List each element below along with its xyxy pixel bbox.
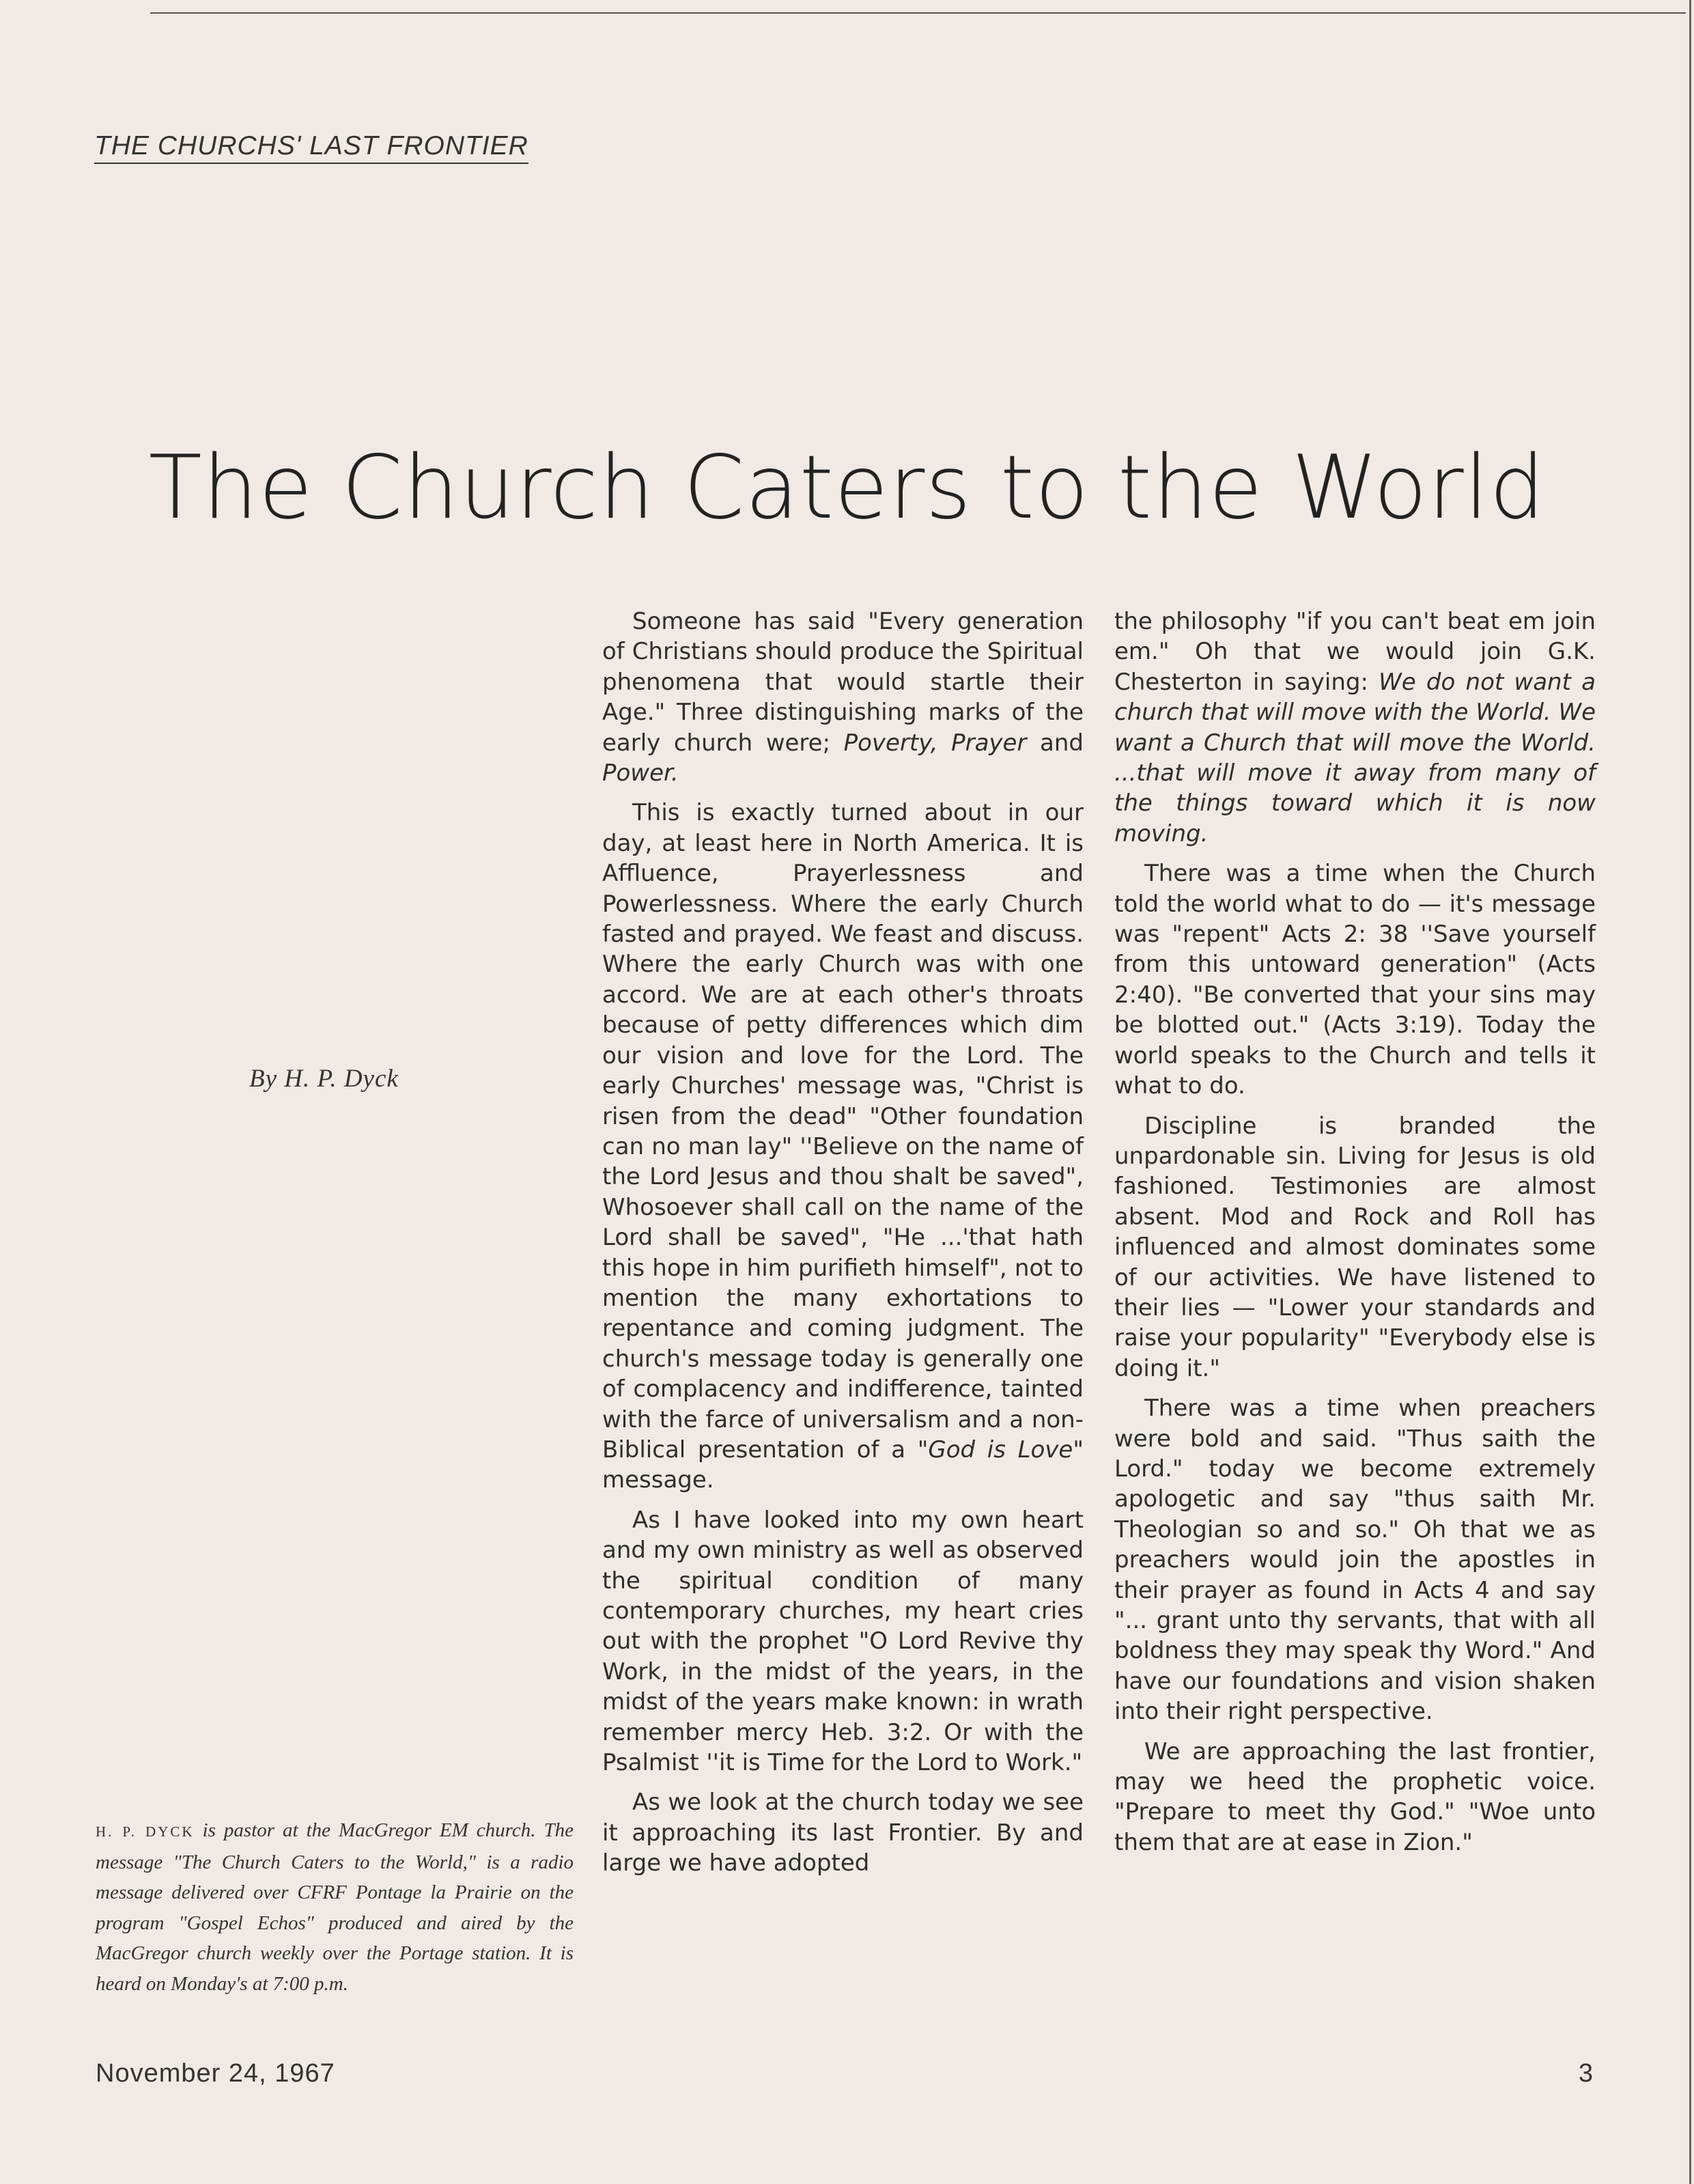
- article-column-2: [1114, 606, 1596, 1867]
- italic-run: Power.: [602, 759, 679, 787]
- paragraph: There was a time when the Church told the world what to do — it's message was "repent" Acts 2: 38 ''Save yourself from this untoward generation" (Acts 2:40). "Be converted that your sins may be blotted out." (Acts 3:19). Today the world speaks to the Church and tells it what to do.: [1114, 860, 1596, 1100]
- author-bio-text: is pastor at the MacGregor EM church. The message "The Church Caters to the World," is a radio message delivered over CFRF Pontage la Prairie on the program "Gospel Echos" produced and aired by the MacGregor church weekly over the Portage station. It is heard on Monday's at 7:00 p.m.: [96, 1819, 574, 1995]
- article-title: The Church Caters to the World: [148, 437, 1546, 539]
- italic-run: Poverty, Prayer: [843, 729, 1027, 757]
- paragraph: [1114, 606, 1596, 849]
- paragraph: There was a time when preachers were bold and said. "Thus saith the Lord." today we become extremely apologetic and say "thus saith Mr. Theologian so and so." Oh that we as preachers would join the apostles in their prayer as found in Acts 4 and say "... grant unto thy servants, that with all boldness they may speak thy Word." And have our foundations and vision shaken into their right perspective.: [1114, 1395, 1596, 1726]
- italic-run: God is Love: [928, 1436, 1073, 1464]
- text-run: the philosophy "if you can't beat em join em." Oh that we would join G.K. Chesterton in saying:: [1114, 608, 1596, 696]
- paragraph: [602, 798, 1084, 1495]
- text-run: and: [1026, 729, 1084, 757]
- author-name-caps: H. P. DYCK: [96, 1823, 195, 1840]
- byline: By H. P. Dyck: [249, 1065, 399, 1093]
- text-run: " message.: [602, 1436, 1084, 1494]
- top-rule: [150, 12, 1686, 14]
- author-bio: [96, 1815, 574, 1999]
- paragraph: Discipline is branded the unpardonable sin. Living for Jesus is old fashioned. Testimonies are almost absent. Mod and Rock and Roll has influenced and almost dominates some of our activities. We have listened to their lies — "Lower your standards and raise your popularity" "Everybody else is doing it.": [1114, 1112, 1596, 1382]
- paragraph: As we look at the church today we see it approaching its last Frontier. By and large we have adopted: [602, 1789, 1084, 1877]
- paragraph: We are approaching the last frontier, may we heed the prophetic voice. "Prepare to meet thy God." "Woe unto them that are at ease in Zion.": [1114, 1737, 1596, 1856]
- page-edge-line: [1689, 0, 1691, 2184]
- paragraph: [602, 606, 1084, 788]
- page-number: 3: [1578, 2059, 1593, 2088]
- article-column-1: [602, 606, 1084, 1888]
- paragraph: As I have looked into my own heart and my own ministry as well as observed the spiritual condition of many contemporary churches, my heart cries out with the prophet "O Lord Revive thy Work, in the midst of the years, in the midst of the years make known: in wrath remember mercy Heb. 3:2. Or with the Psalmist ''it is Time for the Lord to Work.": [602, 1506, 1084, 1777]
- italic-run: We do not want a church that will move with the World. We want a Church that will move the World. ...that will move it away from many of the things toward which it is now moving.: [1114, 668, 1596, 848]
- issue-date: November 24, 1967: [96, 2059, 335, 2088]
- text-run: Someone has said "Every generation of Christians should produce the Spiritual phenomena that would startle their Age." Three distinguishing marks of the early church were;: [602, 608, 1084, 757]
- text-run: This is exactly turned about in our day, at least here in North America. It is Affluence, Prayerlessness and Powerlessness. Where the early Church fasted and prayed. We feast and discuss. Where the early Church was with one accord. We are at each other's throats because of petty differences which dim our vision and love for the Lord. The early Churches' message was, "Christ is risen from the dead" "Other foundation can no man lay" ''Believe on the name of the Lord Jesus and thou shalt be saved", Whosoever shall call on the name of the Lord shall be saved", "He ...'that hath this hope in him purifieth himself", not to mention the many exhortations to repentance and coming judgment. The church's message today is generally one of complacency and indifference, tainted with the farce of universalism and a non-Biblical presentation of a ": [602, 799, 1084, 1464]
- section-label: THE CHURCHS' LAST FRONTIER: [94, 131, 528, 164]
